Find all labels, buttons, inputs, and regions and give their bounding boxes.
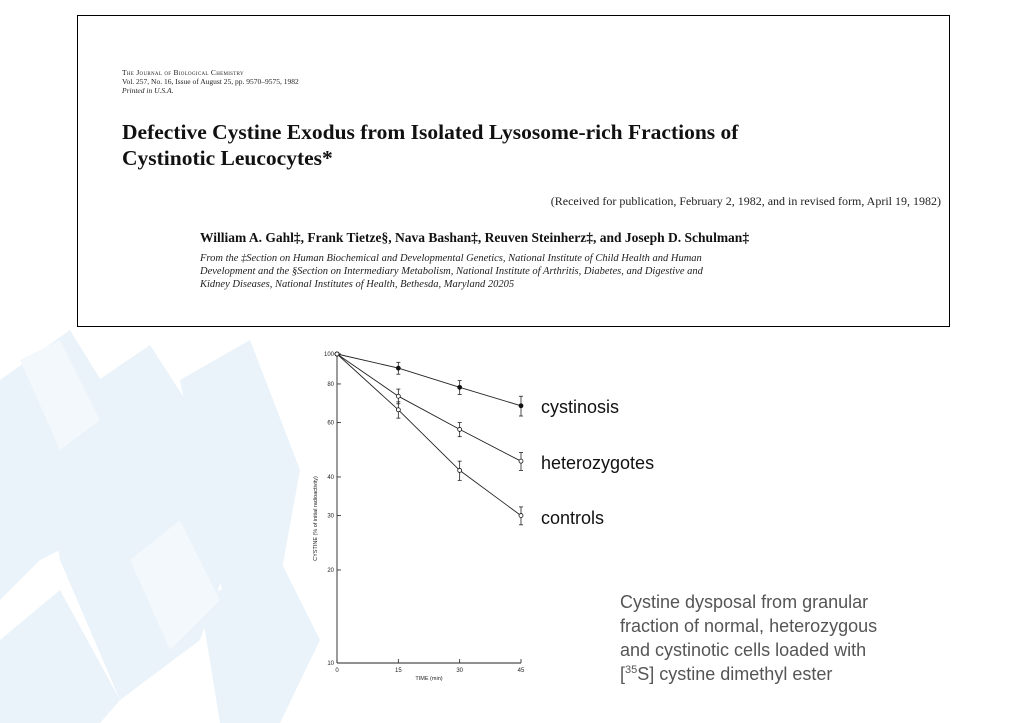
data-point-heterozygotes — [396, 394, 400, 398]
caption-bracket: [ — [620, 664, 626, 684]
affiliations — [200, 252, 940, 291]
data-point-controls — [519, 514, 523, 518]
data-point-controls — [335, 352, 339, 356]
data-point-heterozygotes — [458, 427, 462, 431]
x-tick-label: 45 — [517, 668, 525, 674]
data-point-controls — [396, 408, 400, 412]
journal-issue: Vol. 257, No. 16, Issue of August 25, pp. 9570–9575, 1982 — [122, 77, 299, 86]
y-axis-label: CYSTINE (% of initial radioactivity) — [313, 476, 319, 561]
y-tick-label: 60 — [327, 420, 334, 427]
affiliation-line-1: From the ‡Section on Human Biochemical and Developmental Genetics, National Institute of Child Health and Human — [200, 253, 702, 264]
series-label-heterozygotes: heterozygotes — [541, 453, 655, 473]
journal-name: The Journal of Biological Chemistry — [122, 68, 244, 77]
series-line-heterozygotes — [337, 354, 521, 461]
data-point-controls — [458, 468, 462, 472]
caption-compound: S] cystine dimethyl ester — [637, 664, 833, 684]
paper-title — [122, 119, 922, 171]
caption-isotope-mass: 35 — [625, 664, 638, 676]
journal-info — [122, 68, 299, 95]
caption-line-2: fraction of normal, heterozygous — [620, 616, 878, 636]
series-label-controls: controls — [541, 508, 605, 528]
x-tick-label: 0 — [335, 668, 339, 674]
y-tick-label: 10 — [327, 661, 334, 667]
paper-header — [77, 15, 950, 327]
caption-line-3: and cystinotic cells loaded with — [620, 640, 867, 660]
x-axis-label: TIME (min) — [415, 676, 443, 682]
y-tick-label: 40 — [327, 474, 334, 481]
y-tick-label: 20 — [327, 567, 334, 574]
data-point-cystinosis — [458, 385, 462, 389]
series-label-cystinosis: cystinosis — [541, 397, 620, 417]
x-tick-label: 15 — [394, 668, 402, 674]
y-tick-label: 100 — [323, 352, 334, 358]
series-line-controls — [337, 354, 521, 516]
title-line-1: Defective Cystine Exodus from Isolated Lysosome-rich Fractions of — [122, 120, 739, 144]
caption-line-4 — [620, 662, 960, 686]
printed-note: Printed in U.S.A. — [122, 86, 174, 95]
y-tick-label: 80 — [327, 381, 334, 388]
cystine-chart — [308, 340, 544, 685]
title-line-2: Cystinotic Leucocytes* — [122, 146, 333, 170]
series-line-cystinosis — [337, 354, 521, 406]
affiliation-line-2: Development and the §Section on Intermediary Metabolism, National Institute of Arthritis, Diabetes, and Digestive and — [200, 266, 703, 277]
data-point-heterozygotes — [519, 459, 523, 463]
received-date: (Received for publication, February 2, 1982, and in revised form, April 19, 1982) — [550, 194, 941, 208]
x-tick-label: 30 — [456, 668, 464, 674]
affiliation-line-3: Kidney Diseases, National Institutes of Health, Bethesda, Maryland 20205 — [200, 279, 515, 290]
caption-line-1: Cystine dysposal from granular — [620, 592, 869, 612]
figure-caption — [620, 590, 960, 686]
y-tick-label: 30 — [327, 513, 334, 520]
data-point-cystinosis — [396, 366, 400, 370]
authors: William A. Gahl‡, Frank Tietze§, Nava Bashan‡, Reuven Steinherz‡, and Joseph D. Schulman‡ — [200, 230, 750, 245]
data-point-cystinosis — [519, 404, 523, 408]
